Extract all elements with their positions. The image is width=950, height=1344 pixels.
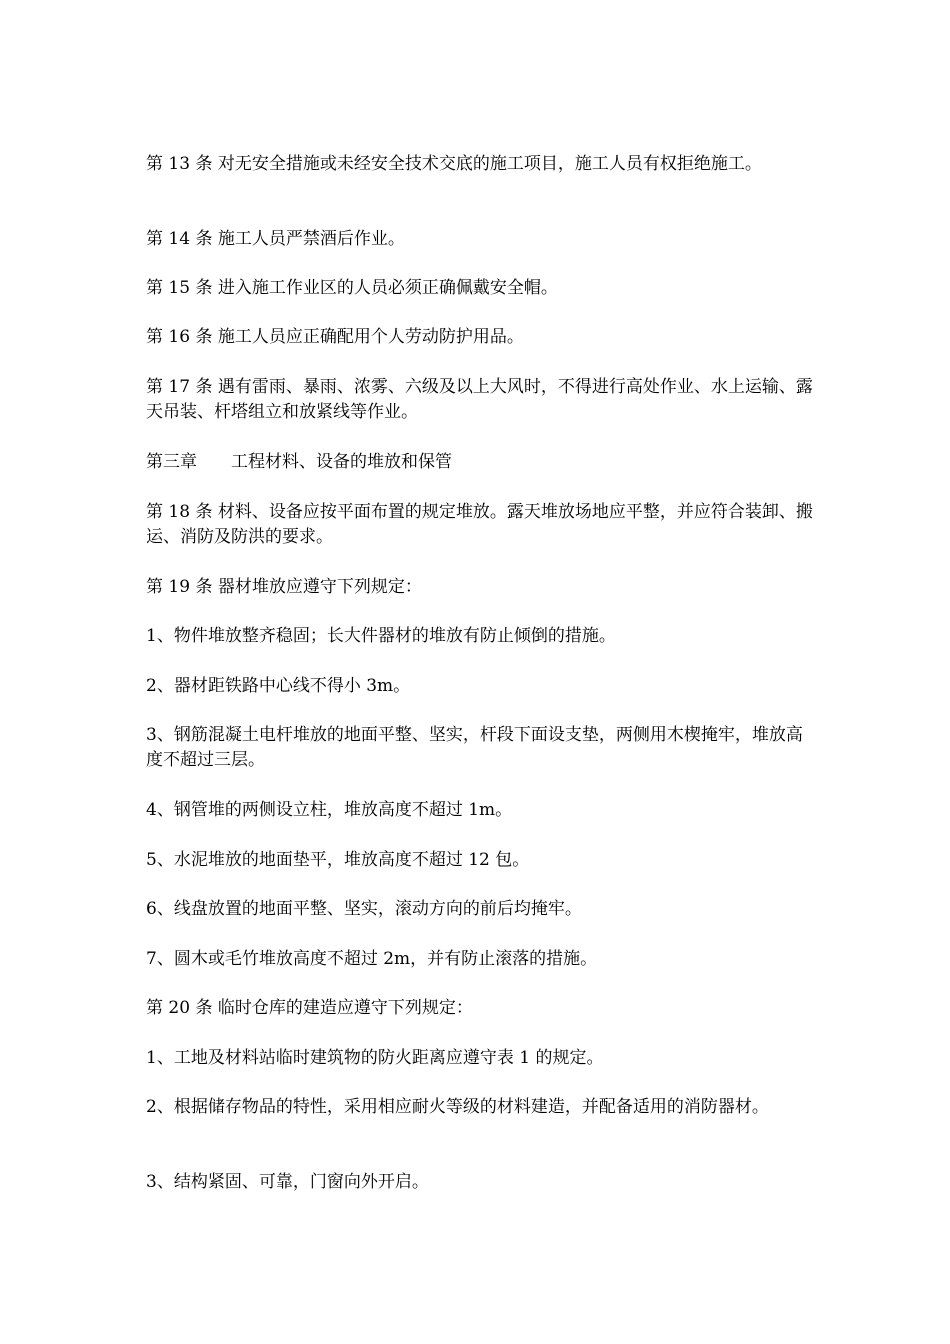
article-20: 第 20 条 临时仓库的建造应遵守下列规定：: [146, 998, 473, 1018]
chapter-heading: [146, 450, 816, 475]
list-item: 1、工地及材料站临时建筑物的防火距离应遵守表 1 的规定。: [146, 1048, 604, 1068]
list-item: 3、钢筋混凝土电杆堆放的地面平整、坚实，杆段下面设支垫，两侧用木楔掩牢，堆放高度不超过三层。: [146, 725, 803, 770]
article-18: 第 18 条 材料、设备应按平面布置的规定堆放。露天堆放场地应平整，并应符合装卸、搬运、消防及防洪的要求。: [146, 502, 813, 547]
list-item: 3、结构紧固、可靠，门窗向外开启。: [146, 1172, 429, 1192]
article-14: 第 14 条 施工人员严禁酒后作业。: [146, 229, 405, 249]
list-item: 2、根据储存物品的特性，采用相应耐火等级的材料建造，并配备适用的消防器材。: [146, 1097, 769, 1117]
article-19: 第 19 条 器材堆放应遵守下列规定：: [146, 577, 422, 597]
list-item: 1、物件堆放整齐稳固；长大件器材的堆放有防止倾倒的措施。: [146, 626, 616, 646]
article-17: 第 17 条 遇有雷雨、暴雨、浓雾、六级及以上大风时，不得进行高处作业、水上运输、露天吊装、杆塔组立和放紧线等作业。: [146, 377, 813, 422]
list-item: 7、圆木或毛竹堆放高度不超过 2m，并有防止滚落的措施。: [146, 949, 598, 969]
chapter-title: 工程材料、设备的堆放和保管: [231, 452, 452, 472]
article-15: 第 15 条 进入施工作业区的人员必须正确佩戴安全帽。: [146, 278, 558, 298]
chapter-number: 第三章: [146, 452, 197, 472]
article-13: 第 13 条 对无安全措施或未经安全技术交底的施工项目，施工人员有权拒绝施工。: [146, 154, 762, 174]
list-item: 5、水泥堆放的地面垫平，堆放高度不超过 12 包。: [146, 850, 530, 870]
list-item: 6、线盘放置的地面平整、坚实，滚动方向的前后均掩牢。: [146, 899, 582, 919]
list-item: 4、钢管堆的两侧设立柱，堆放高度不超过 1m。: [146, 800, 513, 820]
list-item: 2、器材距铁路中心线不得小 3m。: [146, 676, 411, 696]
article-16: 第 16 条 施工人员应正确配用个人劳动防护用品。: [146, 327, 524, 347]
